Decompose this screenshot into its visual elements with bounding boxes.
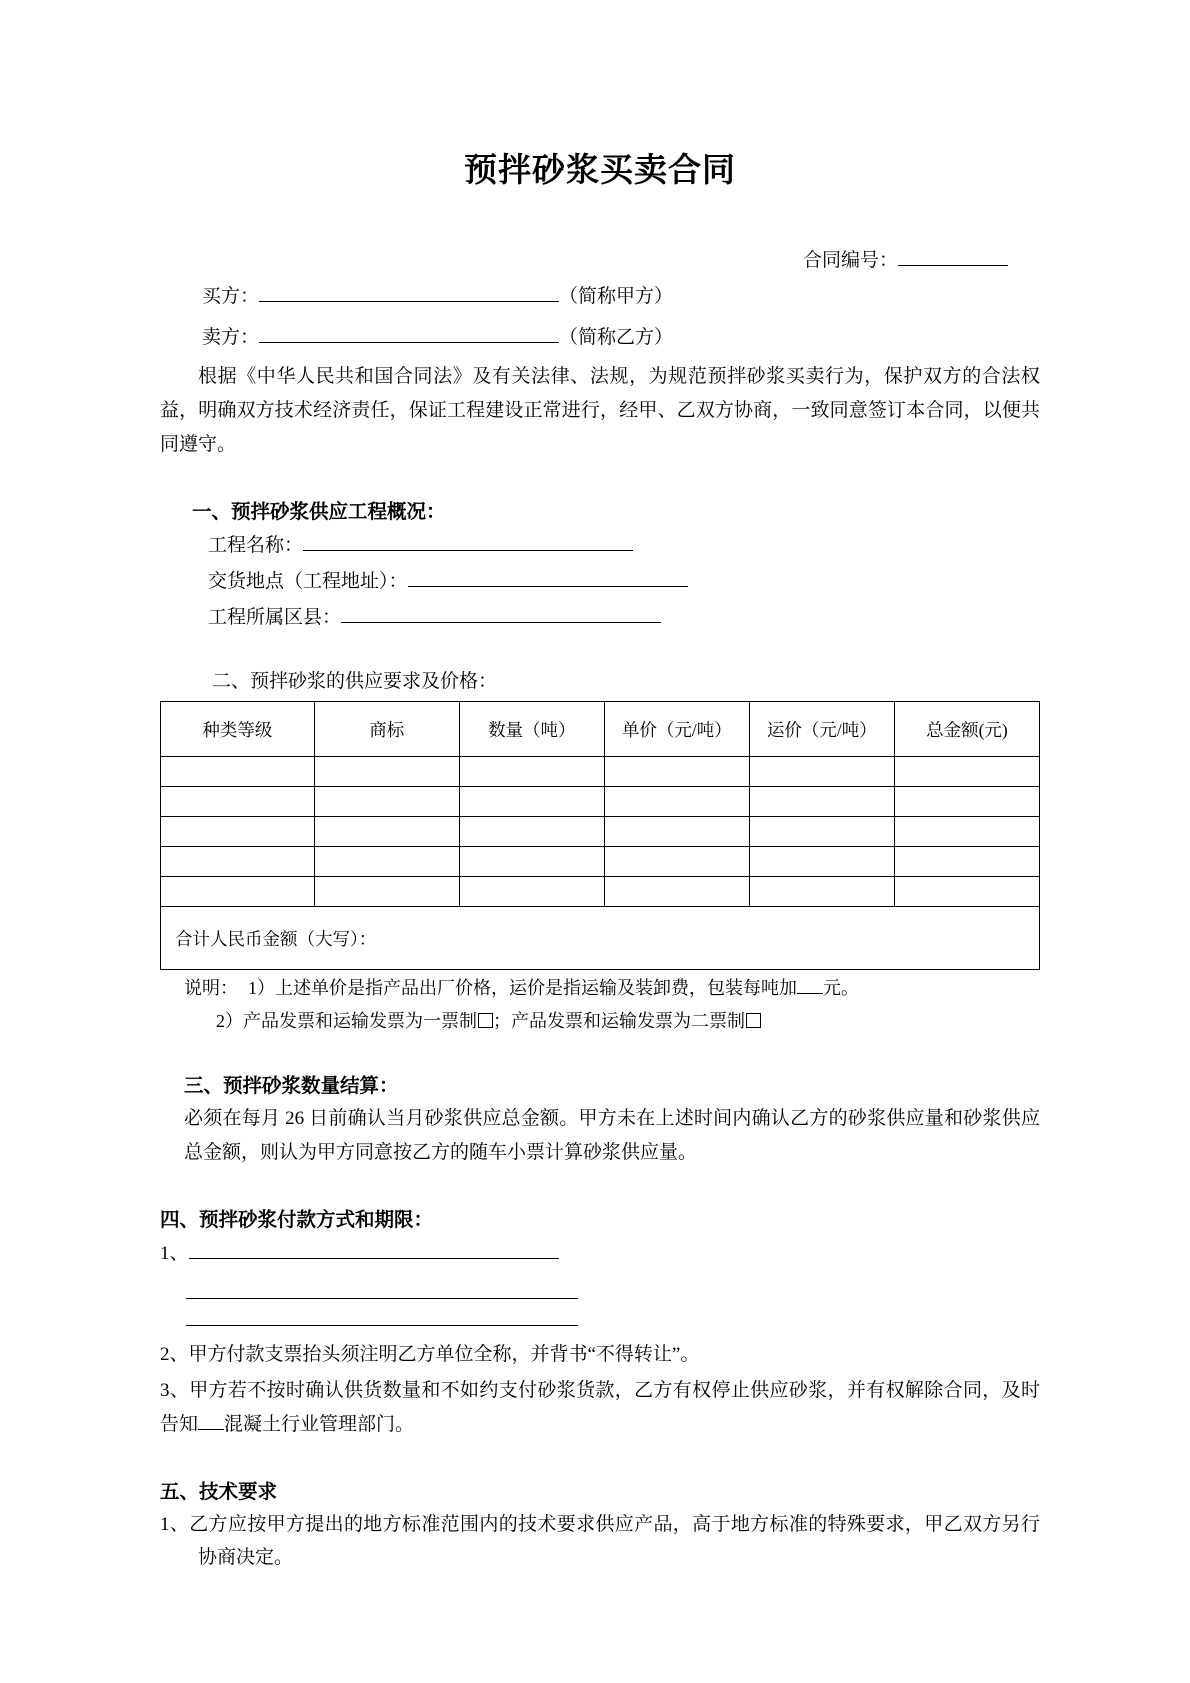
cell-total-amount[interactable] <box>894 877 1039 907</box>
section-2-heading: 二、预拌砂浆的供应要求及价格： <box>212 671 498 693</box>
cell-unit-price[interactable] <box>604 757 749 787</box>
seller-suffix: （简称乙方） <box>559 327 674 349</box>
col-header-quantity: 数量（吨） <box>459 702 604 757</box>
district-row <box>160 600 1040 636</box>
checkbox-double-invoice-icon[interactable] <box>746 1013 761 1028</box>
project-name-label: 工程名称： <box>208 534 304 556</box>
cell-total-amount[interactable] <box>894 847 1039 877</box>
cell-unit-price[interactable] <box>604 787 749 817</box>
contract-number-label: 合同编号： <box>802 249 898 271</box>
note-2-text-b: ；产品发票和运输发票为二票制 <box>493 1011 745 1032</box>
section-3-body: 必须在每月 26 日前确认当月砂浆供应总金额。甲方未在上述时间内确认乙方的砂浆供应量和砂浆供应总金额，则认为甲方同意按乙方的随车小票计算砂浆供应量。 <box>184 1108 1040 1164</box>
buyer-suffix: （简称甲方） <box>559 285 674 307</box>
table-total-row <box>161 907 1040 970</box>
cell-grade[interactable] <box>161 877 315 907</box>
table-row <box>161 877 1040 907</box>
seller-label: 卖方： <box>202 327 260 349</box>
total-amount-in-words-label[interactable]: 合计人民币金额（大写）： <box>161 907 1040 970</box>
buyer-row <box>160 280 1040 313</box>
cell-freight-price[interactable] <box>749 757 894 787</box>
intro-paragraph: 根据《中华人民共和国合同法》及有关法律、法规，为规范预拌砂浆买卖行为，保护双方的合法权益，明确双方技术经济责任，保证工程建设正常进行，经甲、乙双方协商，一致同意签订本合同，以便共同遵守。 <box>160 366 1040 456</box>
section-4-heading: 四、预拌砂浆付款方式和期限： <box>160 1210 434 1232</box>
payment-blank-line-2[interactable] <box>186 1298 578 1299</box>
cell-grade[interactable] <box>161 787 315 817</box>
seller-row <box>160 321 1040 354</box>
district-label: 工程所属区县： <box>208 607 342 629</box>
section-3-heading: 三、预拌砂浆数量结算： <box>184 1076 399 1098</box>
cell-quantity[interactable] <box>459 877 604 907</box>
cell-quantity[interactable] <box>459 847 604 877</box>
col-header-unit-price: 单价（元/吨） <box>604 702 749 757</box>
project-name-row <box>160 528 1040 564</box>
cell-total-amount[interactable] <box>894 757 1039 787</box>
col-header-brand: 商标 <box>314 702 459 757</box>
note-1-text-a: 上述单价是指产品出厂价格，运价是指运输及装卸费，包装每吨加 <box>275 978 797 999</box>
cell-unit-price[interactable] <box>604 847 749 877</box>
cell-brand[interactable] <box>314 877 459 907</box>
goods-table <box>160 701 1040 970</box>
cell-brand[interactable] <box>314 847 459 877</box>
authority-blank[interactable] <box>198 1410 224 1430</box>
contract-number-row <box>160 245 1040 272</box>
cell-freight-price[interactable] <box>749 787 894 817</box>
delivery-address-label: 交货地点（工程地址）： <box>208 570 408 592</box>
section-1-heading: 一、预拌砂浆供应工程概况： <box>192 501 446 523</box>
note-2-text-a: 产品发票和运输发票为一票制 <box>243 1011 477 1032</box>
cell-unit-price[interactable] <box>604 877 749 907</box>
table-header-row <box>161 702 1040 757</box>
cell-brand[interactable] <box>314 787 459 817</box>
table-note-2 <box>160 1007 1040 1036</box>
col-header-freight-price: 运价（元/吨） <box>749 702 894 757</box>
cell-unit-price[interactable] <box>604 817 749 847</box>
payment-item-3 <box>160 1374 1040 1442</box>
note-1-text-b: 元。 <box>823 978 859 999</box>
cell-freight-price[interactable] <box>749 817 894 847</box>
table-row <box>161 847 1040 877</box>
section-5-heading: 五、技术要求 <box>160 1481 278 1503</box>
payment-item-3-text-b: 混凝土行业管理部门。 <box>224 1413 415 1435</box>
table-note-1 <box>160 974 1040 1003</box>
cell-quantity[interactable] <box>459 757 604 787</box>
note-prefix: 说明： <box>184 978 238 999</box>
packaging-surcharge-blank[interactable] <box>797 975 823 994</box>
payment-item-2: 2、甲方付款支票抬头须注明乙方单位全称，并背书“不得转让”。 <box>160 1344 700 1366</box>
table-row <box>161 787 1040 817</box>
note-2-number: 2） <box>216 1011 243 1032</box>
cell-brand[interactable] <box>314 817 459 847</box>
buyer-blank[interactable] <box>259 281 559 302</box>
note-1-number: 1） <box>248 978 275 999</box>
payment-item-1-blank[interactable] <box>189 1238 559 1259</box>
cell-grade[interactable] <box>161 847 315 877</box>
cell-grade[interactable] <box>161 817 315 847</box>
contract-number-blank[interactable] <box>898 245 1008 266</box>
cell-freight-price[interactable] <box>749 847 894 877</box>
cell-freight-price[interactable] <box>749 877 894 907</box>
district-blank[interactable] <box>341 602 661 623</box>
cell-brand[interactable] <box>314 757 459 787</box>
buyer-label: 买方： <box>202 285 260 307</box>
cell-quantity[interactable] <box>459 817 604 847</box>
payment-item-1-number: 1、 <box>160 1243 189 1265</box>
table-row <box>161 817 1040 847</box>
col-header-total-amount: 总金额(元) <box>894 702 1039 757</box>
cell-total-amount[interactable] <box>894 817 1039 847</box>
table-row <box>161 757 1040 787</box>
checkbox-single-invoice-icon[interactable] <box>478 1013 493 1028</box>
cell-total-amount[interactable] <box>894 787 1039 817</box>
delivery-address-row <box>160 564 1040 600</box>
col-header-grade: 种类等级 <box>161 702 315 757</box>
payment-item-3-text-a: 3、甲方若不按时确认供货数量和不如约支付砂浆货款，乙方有权停止供应砂浆，并有权解除合同，及时告知 <box>160 1379 1040 1435</box>
cell-quantity[interactable] <box>459 787 604 817</box>
payment-item-1-row <box>160 1236 1040 1272</box>
page-title: 预拌砂浆买卖合同 <box>464 153 736 189</box>
project-name-blank[interactable] <box>303 530 633 551</box>
technical-item-1: 1、乙方应按甲方提出的地方标准范围内的技术要求供应产品，高于地方标准的特殊要求，甲乙双方另行协商决定。 <box>160 1513 1040 1569</box>
cell-grade[interactable] <box>161 757 315 787</box>
payment-blank-line-3[interactable] <box>186 1325 578 1326</box>
delivery-address-blank[interactable] <box>408 566 688 587</box>
seller-blank[interactable] <box>259 322 559 343</box>
